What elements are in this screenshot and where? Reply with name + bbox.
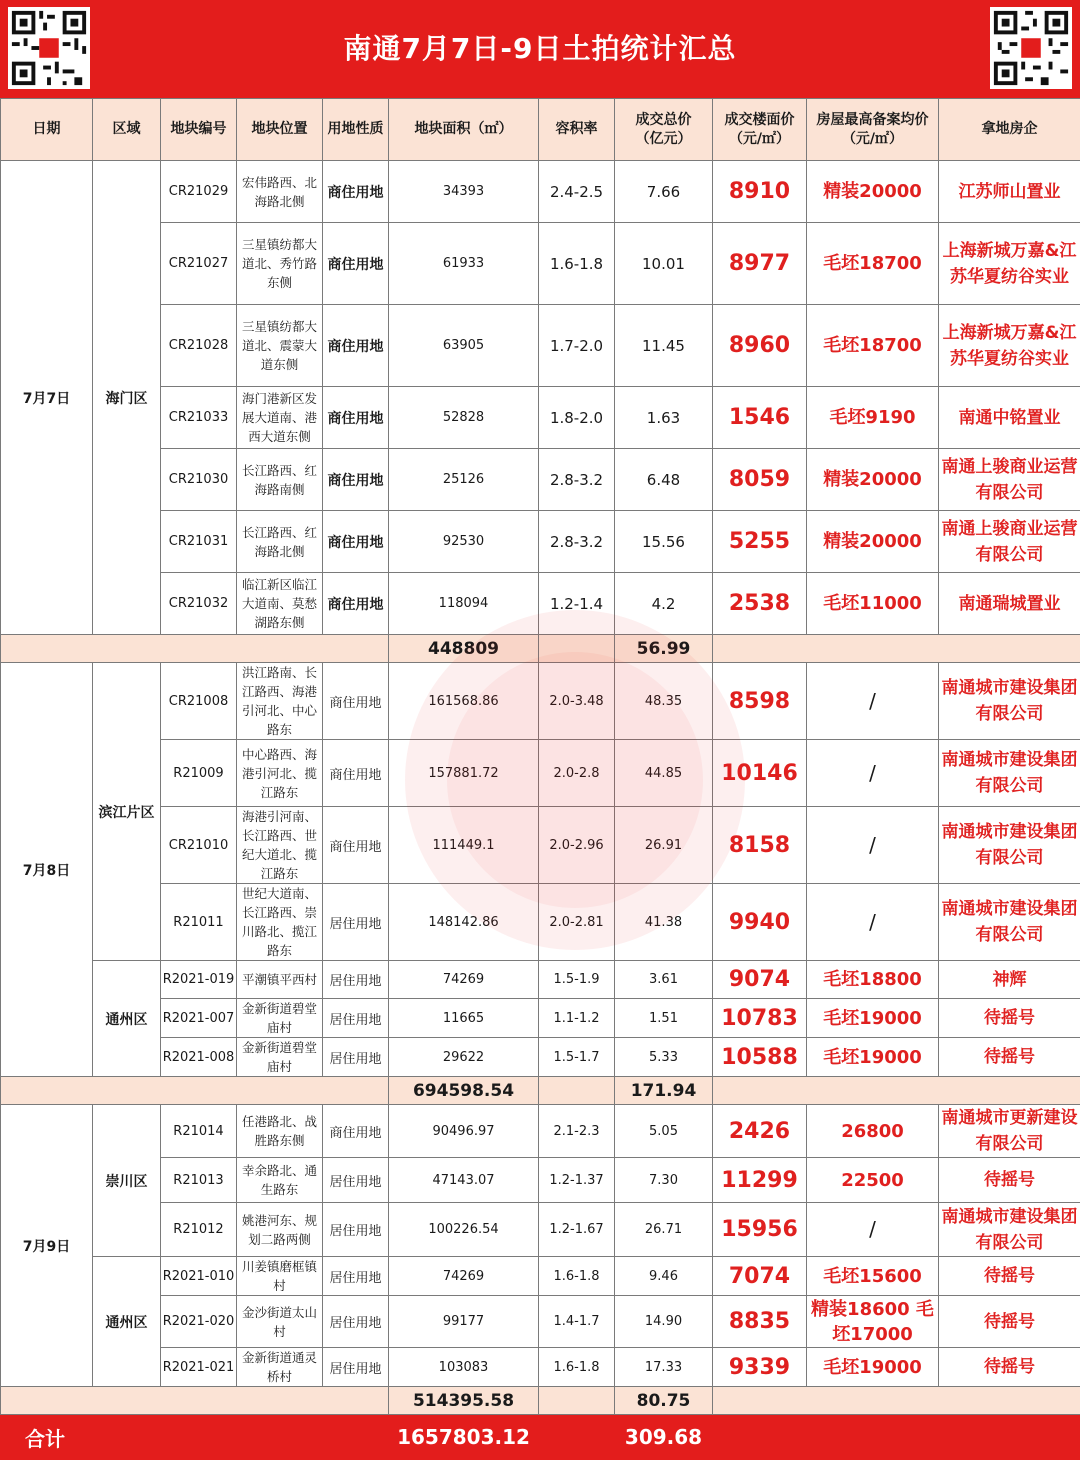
- subtotal-total: 80.75: [615, 1387, 713, 1415]
- floor-price: 2538: [713, 573, 807, 635]
- floor-area-ratio: 1.6-1.8: [539, 223, 615, 305]
- record-price: /: [807, 1203, 939, 1257]
- land-use: 商住用地: [323, 305, 389, 387]
- land-use: 居住用地: [323, 1158, 389, 1203]
- buyer-company: 南通中铭置业: [939, 387, 1080, 449]
- plot-location: 任港路北、战胜路东侧: [237, 1105, 323, 1158]
- floor-area-ratio: 2.8-3.2: [539, 449, 615, 511]
- district-cell: 海门区: [93, 161, 161, 635]
- grand-total-blank: [713, 1415, 1080, 1460]
- floor-area-ratio: 1.2-1.37: [539, 1158, 615, 1203]
- district-cell: 通州区: [93, 1257, 161, 1387]
- plot-code: R2021-021: [161, 1348, 237, 1387]
- record-price: 毛坯11000: [807, 573, 939, 635]
- plot-location: 幸余路北、通生路东: [237, 1158, 323, 1203]
- total-price: 9.46: [615, 1257, 713, 1296]
- total-price: 14.90: [615, 1296, 713, 1348]
- record-price: 精装20000: [807, 511, 939, 573]
- floor-price: 8835: [713, 1296, 807, 1348]
- subtotal-area: 448809: [389, 635, 539, 663]
- table-row: [1, 740, 1080, 807]
- plot-code: R21013: [161, 1158, 237, 1203]
- plot-location: 金新街道碧堂庙村: [237, 999, 323, 1038]
- plot-area: 111449.1: [389, 807, 539, 884]
- floor-area-ratio: 1.4-1.7: [539, 1296, 615, 1348]
- table-row: [1, 663, 1080, 740]
- land-use: 商住用地: [323, 387, 389, 449]
- subtotal-blank: [1, 1387, 389, 1415]
- plot-location: 世纪大道南、长江路西、崇川路北、揽江路东: [237, 884, 323, 961]
- floor-price: 9940: [713, 884, 807, 961]
- total-price: 26.91: [615, 807, 713, 884]
- record-price: 毛坯18800: [807, 961, 939, 999]
- record-price: 毛坯19000: [807, 1348, 939, 1387]
- plot-location: 长江路西、红海路南侧: [237, 449, 323, 511]
- plot-location: 川姜镇磨框镇村: [237, 1257, 323, 1296]
- land-use: 商住用地: [323, 511, 389, 573]
- table-row: [1, 1296, 1080, 1348]
- grand-total-label: 合计: [1, 1415, 389, 1460]
- floor-price: 9074: [713, 961, 807, 999]
- plot-location: 金沙街道太山村: [237, 1296, 323, 1348]
- record-price: /: [807, 740, 939, 807]
- plot-code: R2021-008: [161, 1038, 237, 1077]
- plot-area: 157881.72: [389, 740, 539, 807]
- district-cell: 通州区: [93, 961, 161, 1077]
- buyer-company: 待摇号: [939, 999, 1080, 1038]
- total-price: 44.85: [615, 740, 713, 807]
- land-use: 商住用地: [323, 223, 389, 305]
- table-row: [1, 1158, 1080, 1203]
- header-floor-price: [713, 99, 807, 161]
- header-date: 日期: [1, 99, 93, 161]
- plot-location: 平潮镇平西村: [237, 961, 323, 999]
- buyer-company: 南通城市建设集团有限公司: [939, 807, 1080, 884]
- record-price: /: [807, 807, 939, 884]
- table-row: [1, 387, 1080, 449]
- date-cell: 7月7日: [1, 161, 93, 635]
- floor-price: 8977: [713, 223, 807, 305]
- land-use: 商住用地: [323, 161, 389, 223]
- district-cell: 滨江片区: [93, 663, 161, 961]
- record-price: /: [807, 884, 939, 961]
- floor-area-ratio: 1.1-1.2: [539, 999, 615, 1038]
- table-header-row: [1, 99, 1080, 161]
- subtotal-total: 171.94: [615, 1077, 713, 1105]
- plot-location: 长江路西、红海路北侧: [237, 511, 323, 573]
- floor-price: 9339: [713, 1348, 807, 1387]
- header-code: 地块编号: [161, 99, 237, 161]
- floor-area-ratio: 1.6-1.8: [539, 1348, 615, 1387]
- plot-area: 25126: [389, 449, 539, 511]
- page-title: 南通7月7日-9日土拍统计汇总: [0, 0, 1080, 98]
- table-body: [1, 161, 1080, 1460]
- total-price: 5.05: [615, 1105, 713, 1158]
- total-price: 1.51: [615, 999, 713, 1038]
- total-price: 1.63: [615, 387, 713, 449]
- plot-area: 52828: [389, 387, 539, 449]
- plot-area: 103083: [389, 1348, 539, 1387]
- plot-location: 金新街道碧堂庙村: [237, 1038, 323, 1077]
- plot-area: 99177: [389, 1296, 539, 1348]
- buyer-company: 待摇号: [939, 1038, 1080, 1077]
- land-use: 商住用地: [323, 449, 389, 511]
- subtotal-spacer: [539, 1387, 615, 1415]
- plot-location: 海港引河南、长江路西、世纪大道北、揽江路东: [237, 807, 323, 884]
- header-record-price: [807, 99, 939, 161]
- floor-area-ratio: 2.4-2.5: [539, 161, 615, 223]
- buyer-company: 待摇号: [939, 1257, 1080, 1296]
- land-use: 居住用地: [323, 1038, 389, 1077]
- subtotal-area: 514395.58: [389, 1387, 539, 1415]
- grand-total-area: 1657803.12: [389, 1415, 539, 1460]
- floor-area-ratio: 1.6-1.8: [539, 1257, 615, 1296]
- floor-area-ratio: 1.2-1.4: [539, 573, 615, 635]
- district-cell: 崇川区: [93, 1105, 161, 1257]
- floor-area-ratio: 1.8-2.0: [539, 387, 615, 449]
- total-price: 4.2: [615, 573, 713, 635]
- table-row: [1, 807, 1080, 884]
- plot-code: CR21028: [161, 305, 237, 387]
- floor-price: 10588: [713, 1038, 807, 1077]
- floor-area-ratio: 2.0-2.8: [539, 740, 615, 807]
- buyer-company: 上海新城万嘉&江苏华夏纺谷实业: [939, 305, 1080, 387]
- table-row: [1, 1257, 1080, 1296]
- table-row: [1, 884, 1080, 961]
- plot-code: R21009: [161, 740, 237, 807]
- floor-area-ratio: 1.5-1.7: [539, 1038, 615, 1077]
- plot-code: CR21033: [161, 387, 237, 449]
- plot-location: 洪江路南、长江路西、海港引河北、中心路东: [237, 663, 323, 740]
- floor-price: 2426: [713, 1105, 807, 1158]
- date-cell: 7月8日: [1, 663, 93, 1077]
- table-row: [1, 305, 1080, 387]
- plot-area: 74269: [389, 961, 539, 999]
- table-row: [1, 999, 1080, 1038]
- floor-price: 10783: [713, 999, 807, 1038]
- table-row: [1, 1348, 1080, 1387]
- subtotal-area: 694598.54: [389, 1077, 539, 1105]
- table-row: [1, 573, 1080, 635]
- plot-area: 161568.86: [389, 663, 539, 740]
- record-price: 精装20000: [807, 161, 939, 223]
- plot-area: 90496.97: [389, 1105, 539, 1158]
- buyer-company: 南通城市建设集团有限公司: [939, 663, 1080, 740]
- header-bar: [0, 0, 1080, 98]
- plot-code: CR21027: [161, 223, 237, 305]
- record-price: 精装18600 毛坯17000: [807, 1296, 939, 1348]
- plot-area: 74269: [389, 1257, 539, 1296]
- total-price: 3.61: [615, 961, 713, 999]
- table-row: [1, 961, 1080, 999]
- floor-area-ratio: 1.5-1.9: [539, 961, 615, 999]
- floor-price: 8910: [713, 161, 807, 223]
- plot-code: R2021-020: [161, 1296, 237, 1348]
- plot-location: 临江新区临江大道南、莫愁湖路东侧: [237, 573, 323, 635]
- table-row: [1, 223, 1080, 305]
- land-use: 居住用地: [323, 999, 389, 1038]
- buyer-company: 南通上骏商业运营有限公司: [939, 449, 1080, 511]
- table-row: [1, 1105, 1080, 1158]
- table-row: [1, 161, 1080, 223]
- floor-price: 8158: [713, 807, 807, 884]
- header-record-line2: （元/㎡）: [842, 131, 903, 147]
- grand-total-spacer: [539, 1415, 615, 1460]
- floor-price: 5255: [713, 511, 807, 573]
- record-price: 毛坯19000: [807, 999, 939, 1038]
- buyer-company: 南通上骏商业运营有限公司: [939, 511, 1080, 573]
- plot-area: 34393: [389, 161, 539, 223]
- floor-price: 10146: [713, 740, 807, 807]
- land-use: 商住用地: [323, 573, 389, 635]
- floor-area-ratio: 2.1-2.3: [539, 1105, 615, 1158]
- record-price: 毛坯15600: [807, 1257, 939, 1296]
- subtotal-row: [1, 1077, 1080, 1105]
- floor-area-ratio: 2.0-2.96: [539, 807, 615, 884]
- plot-code: R21012: [161, 1203, 237, 1257]
- plot-code: CR21029: [161, 161, 237, 223]
- land-use: 商住用地: [323, 1105, 389, 1158]
- total-price: 11.45: [615, 305, 713, 387]
- plot-area: 63905: [389, 305, 539, 387]
- plot-area: 29622: [389, 1038, 539, 1077]
- floor-area-ratio: 2.0-2.81: [539, 884, 615, 961]
- date-cell: 7月9日: [1, 1105, 93, 1387]
- total-price: 5.33: [615, 1038, 713, 1077]
- floor-area-ratio: 2.8-3.2: [539, 511, 615, 573]
- subtotal-blank-right: [713, 1387, 1080, 1415]
- land-use: 居住用地: [323, 961, 389, 999]
- total-price: 26.71: [615, 1203, 713, 1257]
- total-price: 48.35: [615, 663, 713, 740]
- table-row: [1, 1203, 1080, 1257]
- floor-price: 15956: [713, 1203, 807, 1257]
- header-floor-line1: 成交楼面价: [725, 112, 795, 128]
- header-use: 用地性质: [323, 99, 389, 161]
- header-record-line1: 房屋最高备案均价: [817, 112, 929, 128]
- plot-location: 宏伟路西、北海路北侧: [237, 161, 323, 223]
- plot-code: R2021-007: [161, 999, 237, 1038]
- header-total-line2: （亿元）: [636, 131, 692, 147]
- floor-area-ratio: 1.2-1.67: [539, 1203, 615, 1257]
- floor-price: 8059: [713, 449, 807, 511]
- total-price: 10.01: [615, 223, 713, 305]
- floor-price: 1546: [713, 387, 807, 449]
- total-price: 7.66: [615, 161, 713, 223]
- land-use: 居住用地: [323, 1257, 389, 1296]
- buyer-company: 南通城市建设集团有限公司: [939, 740, 1080, 807]
- plot-code: CR21032: [161, 573, 237, 635]
- subtotal-spacer: [539, 635, 615, 663]
- plot-area: 11665: [389, 999, 539, 1038]
- buyer-company: 南通城市建设集团有限公司: [939, 884, 1080, 961]
- subtotal-blank-right: [713, 635, 1080, 663]
- header-area: 地块面积（㎡）: [389, 99, 539, 161]
- grand-total-row: [1, 1415, 1080, 1460]
- plot-area: 100226.54: [389, 1203, 539, 1257]
- floor-price: 7074: [713, 1257, 807, 1296]
- buyer-company: 待摇号: [939, 1158, 1080, 1203]
- subtotal-row: [1, 1387, 1080, 1415]
- plot-location: 三星镇纺都大道北、秀竹路东侧: [237, 223, 323, 305]
- table-row: [1, 511, 1080, 573]
- table-row: [1, 449, 1080, 511]
- subtotal-spacer: [539, 1077, 615, 1105]
- record-price: 26800: [807, 1105, 939, 1158]
- plot-area: 61933: [389, 223, 539, 305]
- plot-area: 148142.86: [389, 884, 539, 961]
- plot-location: 姚港河东、规划二路两侧: [237, 1203, 323, 1257]
- buyer-company: 南通城市更新建设有限公司: [939, 1105, 1080, 1158]
- floor-area-ratio: 1.7-2.0: [539, 305, 615, 387]
- subtotal-blank: [1, 635, 389, 663]
- land-use: 居住用地: [323, 1348, 389, 1387]
- land-use: 商住用地: [323, 663, 389, 740]
- record-price: 精装20000: [807, 449, 939, 511]
- buyer-company: 南通瑞城置业: [939, 573, 1080, 635]
- header-total: [615, 99, 713, 161]
- record-price: 毛坯19000: [807, 1038, 939, 1077]
- plot-code: R2021-010: [161, 1257, 237, 1296]
- plot-area: 92530: [389, 511, 539, 573]
- total-price: 7.30: [615, 1158, 713, 1203]
- plot-code: R2021-019: [161, 961, 237, 999]
- land-use: 商住用地: [323, 740, 389, 807]
- floor-area-ratio: 2.0-3.48: [539, 663, 615, 740]
- buyer-company: 江苏师山置业: [939, 161, 1080, 223]
- land-use: 商住用地: [323, 807, 389, 884]
- header-buyer: 拿地房企: [939, 99, 1080, 161]
- buyer-company: 待摇号: [939, 1348, 1080, 1387]
- buyer-company: 神辉: [939, 961, 1080, 999]
- buyer-company: 上海新城万嘉&江苏华夏纺谷实业: [939, 223, 1080, 305]
- plot-location: 中心路西、海港引河北、揽江路东: [237, 740, 323, 807]
- buyer-company: 南通城市建设集团有限公司: [939, 1203, 1080, 1257]
- plot-location: 海门港新区发展大道南、港西大道东侧: [237, 387, 323, 449]
- subtotal-row: [1, 635, 1080, 663]
- header-far: 容积率: [539, 99, 615, 161]
- record-price: 毛坯18700: [807, 305, 939, 387]
- plot-code: R21014: [161, 1105, 237, 1158]
- record-price: 毛坯18700: [807, 223, 939, 305]
- grand-total-price: 309.68: [615, 1415, 713, 1460]
- record-price: 毛坯9190: [807, 387, 939, 449]
- plot-code: CR21010: [161, 807, 237, 884]
- total-price: 17.33: [615, 1348, 713, 1387]
- record-price: 22500: [807, 1158, 939, 1203]
- floor-price: 11299: [713, 1158, 807, 1203]
- land-use: 居住用地: [323, 884, 389, 961]
- floor-price: 8960: [713, 305, 807, 387]
- plot-code: CR21030: [161, 449, 237, 511]
- land-use: 居住用地: [323, 1203, 389, 1257]
- plot-code: CR21008: [161, 663, 237, 740]
- plot-code: R21011: [161, 884, 237, 961]
- header-district: 区域: [93, 99, 161, 161]
- table-row: [1, 1038, 1080, 1077]
- header-location: 地块位置: [237, 99, 323, 161]
- plot-location: 三星镇纺都大道北、震蒙大道东侧: [237, 305, 323, 387]
- total-price: 41.38: [615, 884, 713, 961]
- subtotal-blank: [1, 1077, 389, 1105]
- land-auction-table: [0, 98, 1080, 1460]
- total-price: 15.56: [615, 511, 713, 573]
- plot-code: CR21031: [161, 511, 237, 573]
- qr-code-right-icon: [990, 7, 1072, 89]
- plot-location: 金新街道通灵桥村: [237, 1348, 323, 1387]
- subtotal-total: 56.99: [615, 635, 713, 663]
- header-floor-line2: （元/㎡）: [729, 131, 790, 147]
- plot-area: 47143.07: [389, 1158, 539, 1203]
- subtotal-blank-right: [713, 1077, 1080, 1105]
- land-use: 居住用地: [323, 1296, 389, 1348]
- header-total-line1: 成交总价: [636, 112, 692, 128]
- buyer-company: 待摇号: [939, 1296, 1080, 1348]
- record-price: /: [807, 663, 939, 740]
- plot-area: 118094: [389, 573, 539, 635]
- floor-price: 8598: [713, 663, 807, 740]
- total-price: 6.48: [615, 449, 713, 511]
